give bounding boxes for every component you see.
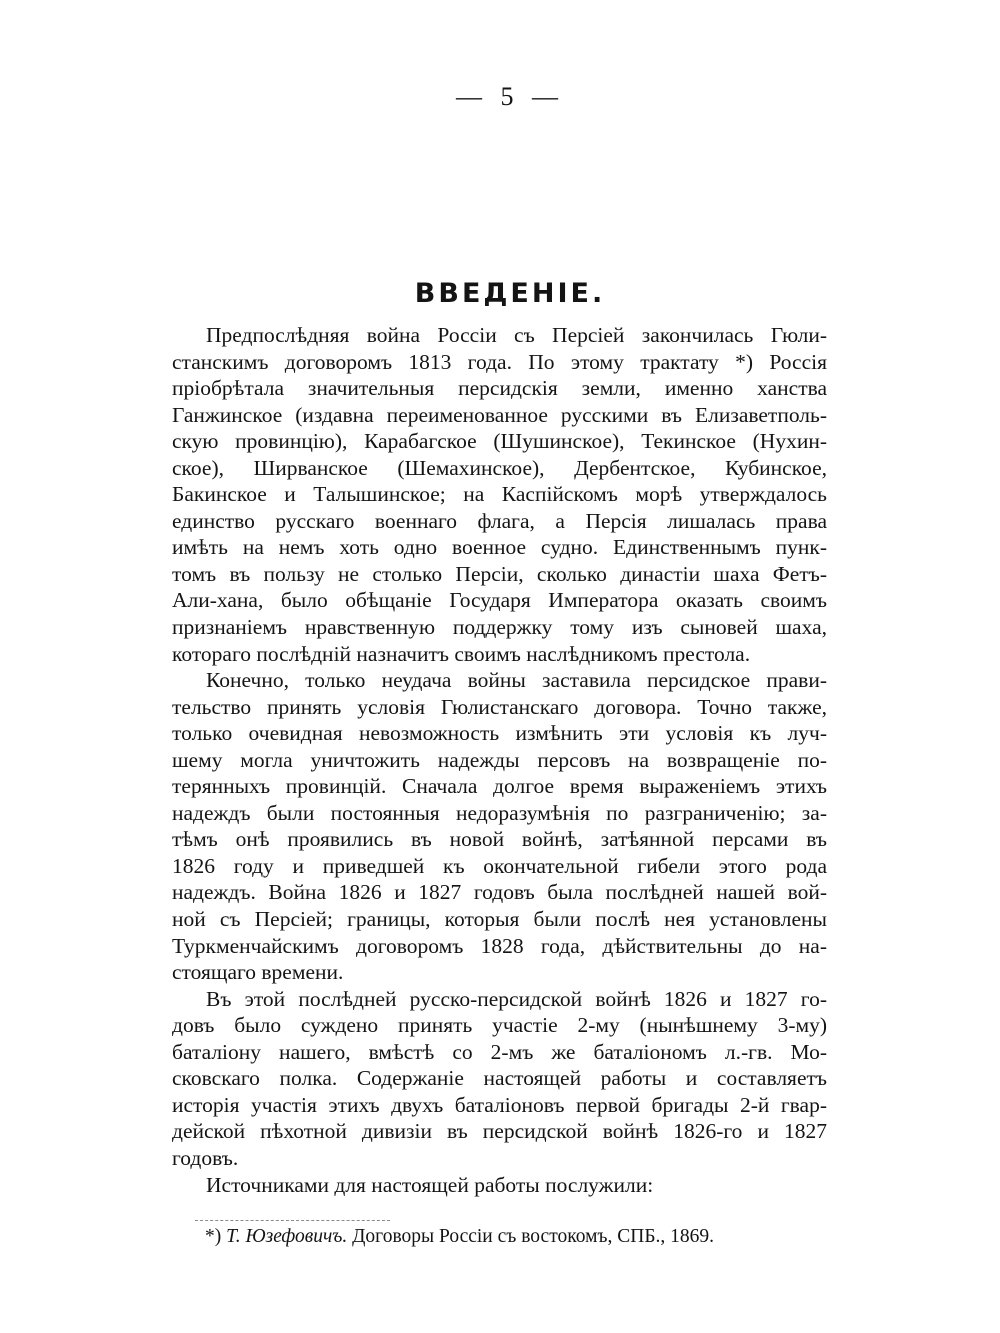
text-line: Али-хана, было обѣщаніе Государя Императора оказать своимъ [172, 588, 827, 613]
text-line: 1826 году и приведшей къ окончательной гибели этого рода [172, 853, 827, 878]
text-line: тѣмъ онѣ проявились въ новой войнѣ, затѣянной персами въ [172, 827, 827, 852]
footnote-marker: *) [205, 1226, 222, 1247]
text-line: дейской пѣхотной дивизіи въ персидской войнѣ 1826-го и 1827 [172, 1119, 827, 1144]
text-line: довъ было суждено принять участіе 2-му (нынѣшнему 3-му) [172, 1013, 827, 1038]
page-number: — 5 — [456, 82, 564, 111]
text-line: Источниками для настоящей работы послужили: [206, 1172, 654, 1197]
text-line: скую провинцію), Карабагское (Шушинское), Текинское (Нухин- [172, 429, 827, 454]
text-line: Ганжинское (издавна переименованное русскими въ Елизаветполь- [172, 402, 827, 427]
text-line: ной съ Персіей; границы, которыя были послѣ нея установлены [172, 907, 827, 932]
text-line: имѣть на немъ хоть одно военное судно. Единственнымъ пунк- [172, 535, 827, 560]
text-line: тельство принять условія Гюлистанскаго договора. Точно также, [172, 694, 827, 719]
paragraph [172, 322, 827, 667]
text-line: баталіону нашего, вмѣстѣ со 2-мъ же баталіономъ л.-гв. Мо- [172, 1039, 827, 1064]
text-line: исторія участія этихъ двухъ баталіоновъ первой бригады 2-й гвар- [172, 1092, 827, 1117]
text-line: Туркменчайскимъ договоромъ 1828 года, дѣйствительны до на- [172, 933, 827, 958]
text-line: годовъ. [172, 1145, 239, 1170]
text-line: только очевидная невозможность измѣнить эти условія къ луч- [172, 721, 827, 746]
chapter-title: ВВЕДЕНІЕ. [414, 278, 606, 309]
text-line: надеждъ. Война 1826 и 1827 годовъ была послѣдней нашей вой- [172, 880, 827, 905]
text-line: признаніемъ нравственную поддержку тому изъ сыновей шаха, [172, 615, 827, 640]
paragraph [172, 667, 827, 986]
text-line: ское), Ширванское (Шемахинское), Дербентское, Кубинское, [172, 455, 827, 480]
text-line: надеждъ были постоянныя недоразумѣнія по разграниченію; за- [172, 800, 827, 825]
text-line: единство русскаго военнаго флага, а Персія лишалась права [172, 508, 827, 533]
footnote-rule [195, 1220, 390, 1221]
text-line: Бакинское и Талышинское; на Каспійскомъ морѣ утверждалось [172, 482, 827, 507]
text-line: стоящаго времени. [172, 960, 344, 985]
body-text [172, 322, 827, 1198]
text-line: станскимъ договоромъ 1813 года. По этому трактату *) Россія [172, 349, 827, 374]
text-line: пріобрѣтала значительныя персидскія земли, именно ханства [172, 376, 827, 401]
footnote-author: Т. Юзефовичъ. [226, 1226, 348, 1247]
text-line: Предпослѣдняя война Россіи съ Персіей закончилась Гюли- [206, 323, 827, 347]
text-line: Конечно, только неудача войны заставила персидское прави- [206, 668, 827, 693]
text-line: терянныхъ провинцій. Сначала долгое время выраженіемъ этихъ [172, 774, 827, 799]
text-line: Въ этой послѣдней русско-персидской войнѣ 1826 и 1827 го- [206, 986, 827, 1011]
paragraph [172, 986, 827, 1172]
text-line: шему могла уничтожить надежды персовъ на возвращеніе по- [172, 747, 827, 772]
footnote-text: Договоры Россіи съ востокомъ, СПБ., 1869. [352, 1226, 715, 1247]
paragraph [172, 1172, 827, 1199]
text-line: сковскаго полка. Содержаніе настоящей работы и составляетъ [172, 1066, 827, 1091]
text-line: томъ въ пользу не столько Персіи, сколько династіи шаха Фетъ- [172, 561, 827, 586]
footnote [205, 1224, 825, 1250]
text-line: котораго послѣдній назначитъ своимъ наслѣдникомъ престола. [172, 641, 751, 666]
